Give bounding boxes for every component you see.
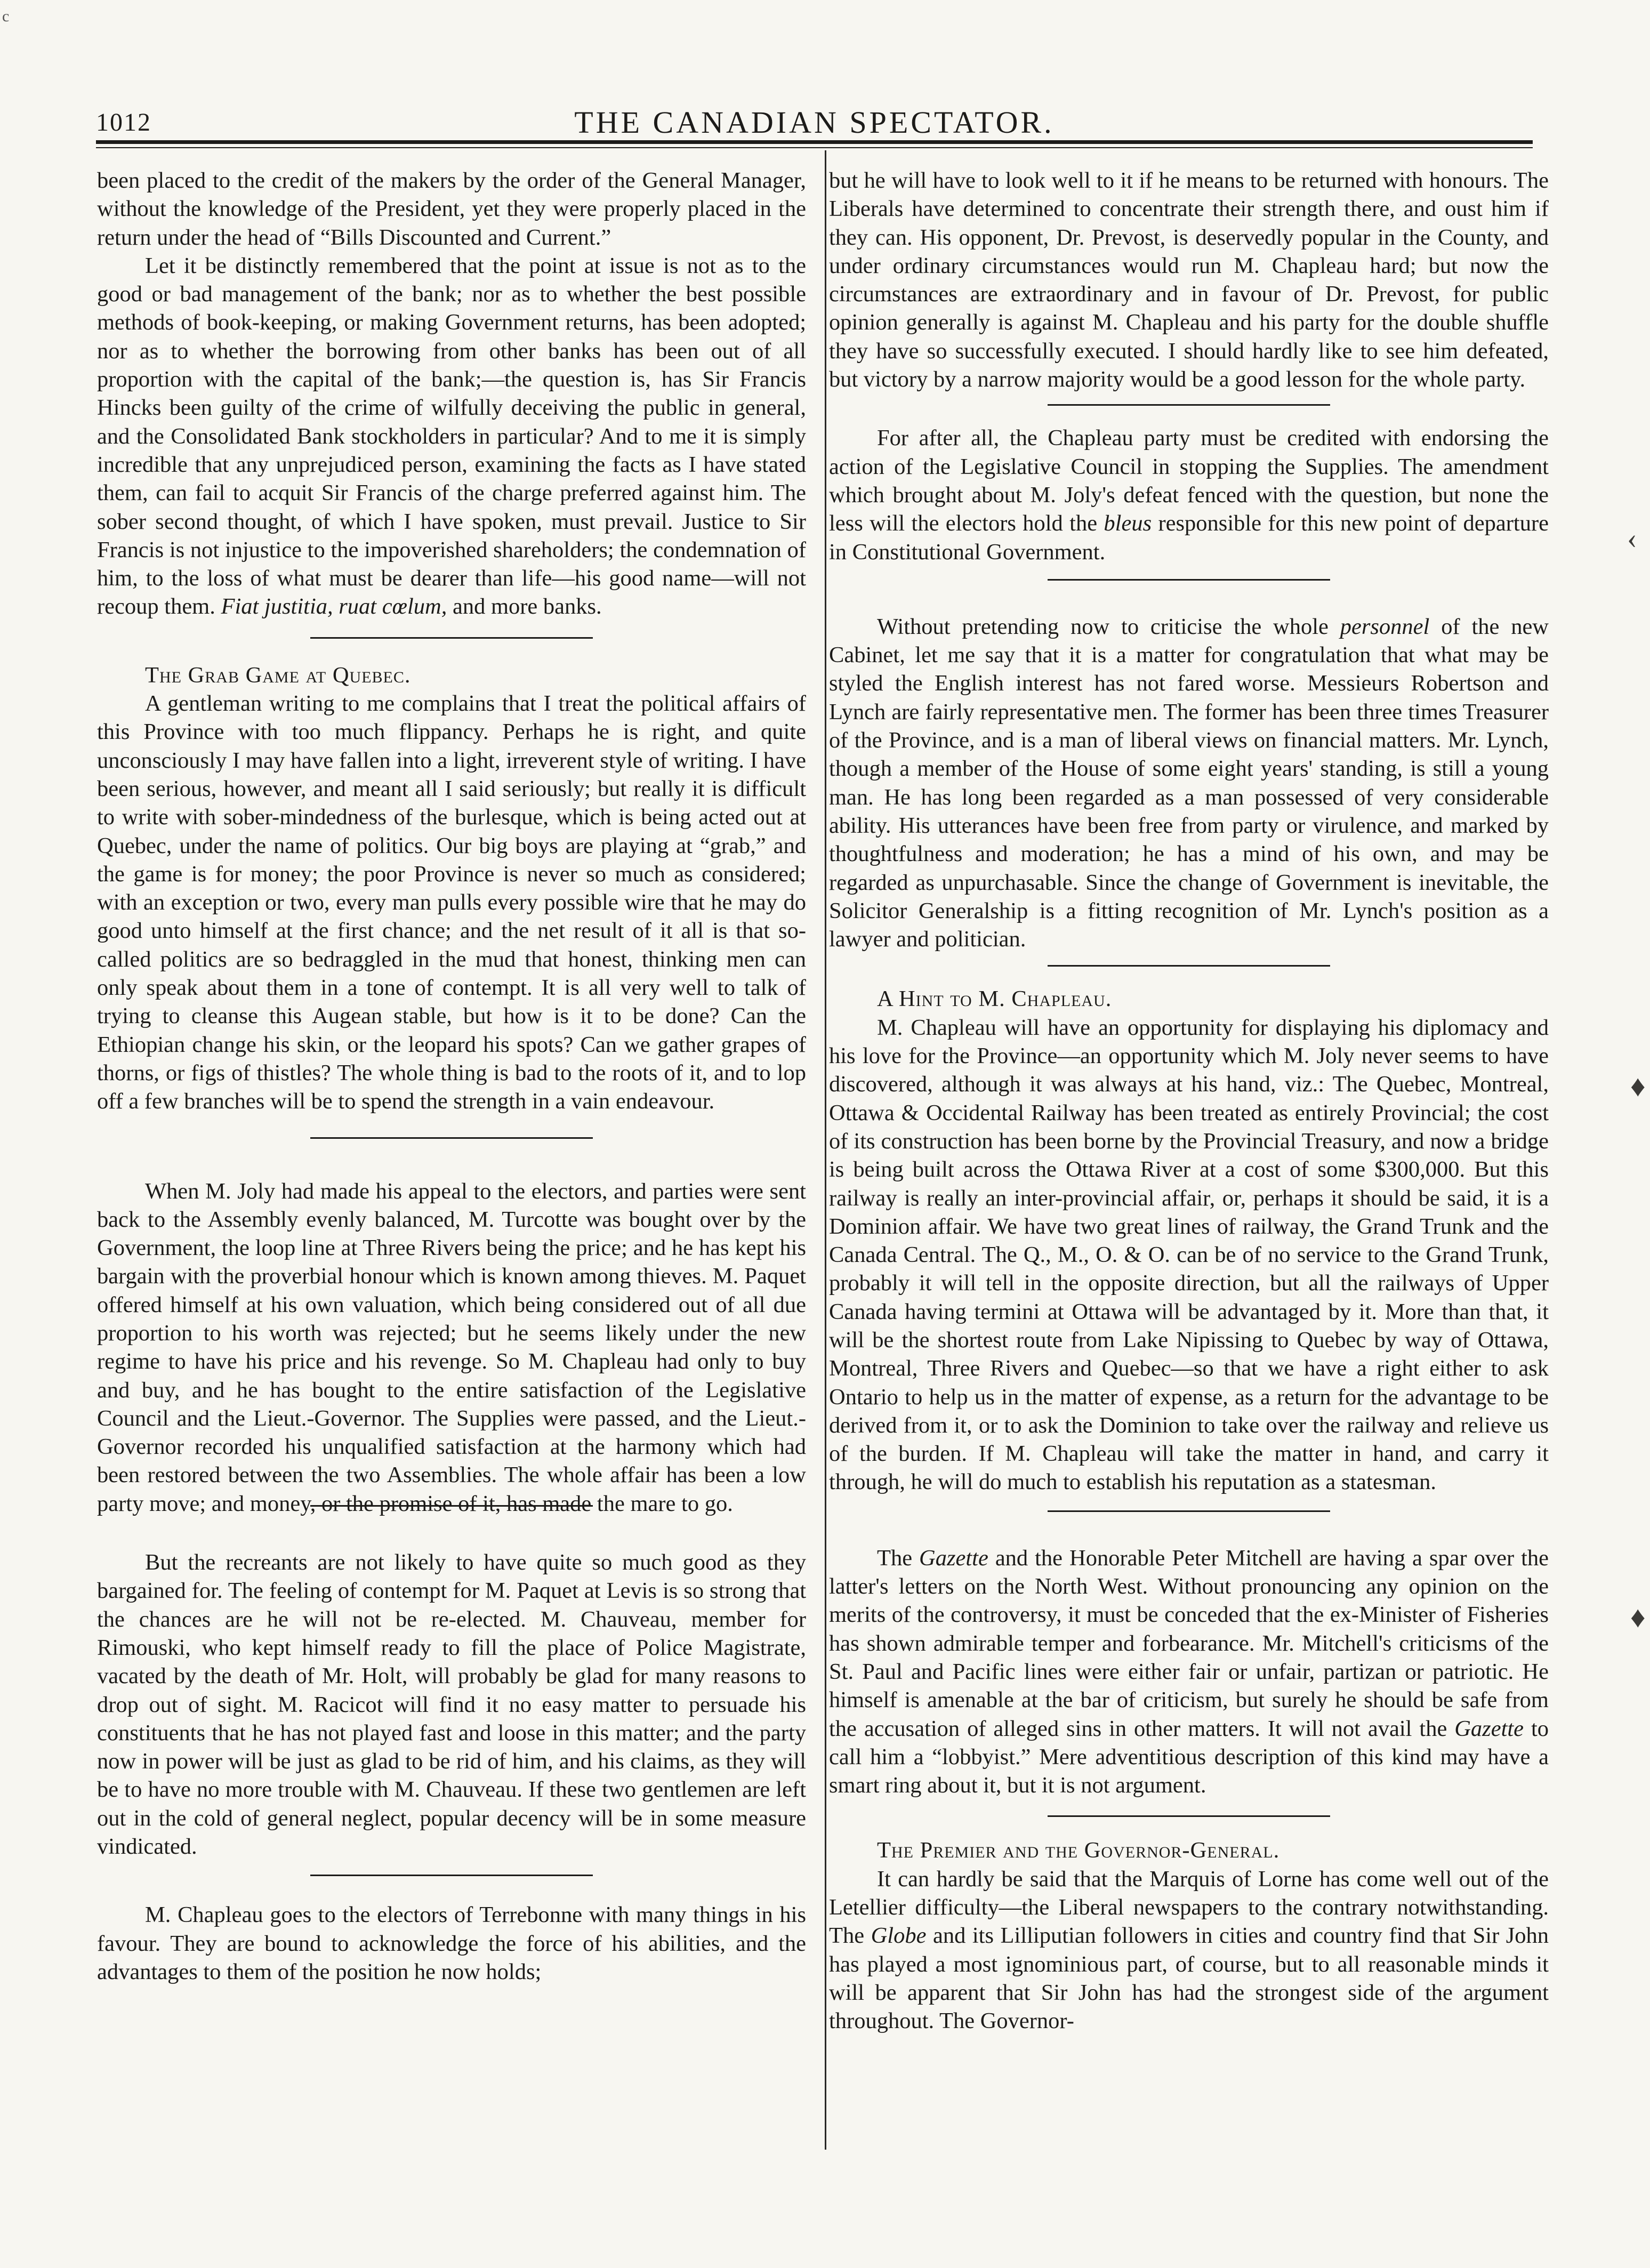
paragraph-terrebonne: M. Chapleau goes to the electors of Terrebonne with many things in his favour. They are bound to acknowledge the force of his abilities, and the advantages to them of the position he now holds; <box>97 1902 806 1984</box>
paragraph-premier-tail: and its Lilliputian followers in cities and country find that Sir John has played a most ignominious part, of course, but to all reasonable minds it will be apparent that Sir John has had the strongest side of the argument throughout. The Governor- <box>829 1923 1549 2034</box>
right-column <box>829 166 1549 2150</box>
term-gazette: Gazette <box>919 1545 988 1571</box>
paragraph-after-all <box>829 424 1549 566</box>
section-rule <box>310 1137 593 1139</box>
latin-phrase: Fiat justitia, ruat cœlum, <box>221 594 447 620</box>
header-rule-thick <box>96 140 1533 144</box>
column-divider <box>825 150 826 2150</box>
header-rule-thin <box>96 147 1533 148</box>
paragraph-cabinet <box>829 613 1549 954</box>
paragraph-hincks-tail: and more banks. <box>452 594 602 620</box>
term-personnel: personnel <box>1340 614 1430 639</box>
section-rule <box>310 637 593 639</box>
paragraph-gazette-tail: to call him a “lobbyist.” Mere adventitious description of this kind may have a smart ring about it, but it is not argument. <box>829 1716 1549 1798</box>
paragraph-hincks-text: Let it be distinctly remembered that the point at issue is not as to the good or bad management of the bank; nor as to whether the best possible methods of book-keeping, or making Government returns, has been adopted; nor as to whether the borrowing from other banks has been out of all proportion with the capital of the bank;—the question is, has Sir Francis Hincks been guilty of the crime of wilfully deceiving the public in general, and the Consolidated Bank stockholders in particular? And to me it is simply incredible that any unprejudiced person, examining the facts as I have stated them, can fail to acquit Sir Francis of the charge preferred against him. The sober second thought, of which I have spoken, must prevail. Justice to Sir Francis is not injustice to the impoverished shareholders; the condemnation of him, to the loss of what must be dearer than life—his good name—will not recoup them. <box>97 253 806 620</box>
page-number: 1012 <box>96 108 151 136</box>
paragraph-continuation-right: but he will have to look well to it if he means to be returned with honours. The Liberals have determined to concentrate their strength there, and oust him if they can. His opponent, Dr. Prevost, is deservedly popular in the County, and under ordinary circumstances would run M. Chapleau hard; but now the circumstances are extraordinary and in favour of Dr. Prevost, for public opinion generally is against M. Chapleau and his party for the double shuffle they have so successfully executed. I should hardly like to see him defeated, but victory by a narrow majority would be a good lesson for the whole party. <box>829 168 1549 392</box>
term-globe: Globe <box>871 1923 927 1949</box>
section-rule <box>1048 1510 1330 1512</box>
paragraph-after-all-tail: responsible for this new point of departure in Constitutional Government. <box>829 511 1549 565</box>
paragraph-premier <box>829 1865 1549 2036</box>
paragraph-premier-lead: It can hardly be said that the Marquis of Lorne has come well out of the Letellier difficulty—the Liberal newspapers to the contrary notwithstanding. The <box>829 1866 1549 1949</box>
margin-tack-icon: ‹ <box>1627 522 1637 555</box>
section-title-premier: The Premier and the Governor-General. <box>877 1838 1280 1863</box>
section-rule <box>1048 1815 1330 1817</box>
paragraph-gazette-mid: and the Honorable Peter Mitchell are having a spar over the latter's letters on the North West. Without pronouncing any opinion on the merits of the controversy, it must be conceded that the ex-Minister of Fisheries has shown admirable temper and forbearance. Mr. Mitchell's criticisms of the St. Paul and Pacific lines were either fair or unfair, partizan or patriotic. He himself is amenable at the bar of criticism, but surely he should be safe from the accusation of alleged sins in other matters. It will not avail the <box>829 1545 1549 1741</box>
paragraph-cabinet-rest: of the new Cabinet, let me say that it is a matter for congratulation that what may be styled the English interest has not fared worse. Messieurs Robertson and Lynch are fairly representative men. The former has been three times Treasurer of the Province, and is a man of liberal views on financial matters. Mr. Lynch, though a member of the House of some eight years' standing, is still a young man. He has long been regarded as a man possessed of very considerable ability. His utterances have been free from party or virulence, and marked by thoughtfulness and moderation; he has a mind of his own, and may be regarded as unpurchasable. Since the change of Government is inevitable, the Solicitor Generalship is a fitting recognition of Mr. Lynch's position as a lawyer and politician. <box>829 614 1549 952</box>
section-title-grab-game: The Grab Game at Quebec. <box>145 662 411 688</box>
section-rule <box>1048 404 1330 406</box>
paragraph-gazette <box>829 1544 1549 1800</box>
paragraph-recreants: But the recreants are not likely to have quite so much good as they bargained for. The feeling of contempt for M. Paquet at Levis is so strong that the chances are he will not be re-elected. M. Chauveau, member for Rimouski, who kept himself ready to fill the place of Police Magistrate, vacated by the death of Mr. Holt, will probably be glad for many reasons to drop out of sight. M. Racicot will find it no easy matter to persuade his constituents that he has not played fast and loose in this matter; and the party now in power will be just as glad to be rid of him, and his claims, as they will be to have no more trouble with M. Chauveau. If these two gentlemen are left out in the cold of general neglect, popular decency will be in some measure vindicated. <box>97 1550 806 1860</box>
masthead-title: THE CANADIAN SPECTATOR. <box>574 105 1055 140</box>
section-rule <box>1048 579 1330 581</box>
running-head <box>96 104 1533 142</box>
paragraph-continuation: been placed to the credit of the makers by the order of the General Manager, without the knowledge of the President, yet they were properly placed in the return under the head of “Bills Discounted and Current.” <box>97 168 806 250</box>
section-rule <box>310 1875 593 1876</box>
paragraph-cabinet-lead: Without pretending now to criticise the whole <box>877 614 1329 639</box>
paragraph-joly: When M. Joly had made his appeal to the electors, and parties were sent back to the Assembly evenly balanced, M. Turcotte was bought over by the Government, the loop line at Three Rivers being the price; and he has kept his bargain with the proverbial honour which is known among thieves. M. Paquet offered himself at his own valuation, which being considered out of all due proportion to his worth was rejected; but he seems likely under the new regime to have his price and his revenge. So M. Chapleau had only to buy and buy, and he has bought to the entire satisfaction of the Legislative Council and the Lieut.-Governor. The Supplies were passed, and the Lieut.-Governor recorded his unqualified satisfaction at the harmony which had been restored between the two Assemblies. The whole affair has been a low party move; and money, or the promise of it, has made the mare to go. <box>97 1178 806 1516</box>
section-rule <box>1048 965 1330 967</box>
term-gazette-2: Gazette <box>1454 1716 1524 1741</box>
term-bleus: bleus <box>1104 511 1152 536</box>
paragraph-hincks <box>97 252 806 621</box>
corner-mark-icon: c <box>2 7 10 25</box>
margin-tack-icon: ♦ <box>1630 1070 1646 1103</box>
paragraph-after-all-text: For after all, the Chapleau party must be credited with endorsing the action of the Legislative Council in stopping the Supplies. The amendment which brought about M. Joly's defeat fenced with the question, but none the less will the electors hold the <box>829 425 1549 536</box>
left-column <box>97 166 806 2150</box>
section-title-hint: A Hint to M. Chapleau. <box>877 986 1112 1012</box>
paragraph-grab-game: A gentleman writing to me complains that I treat the political affairs of this Province with too much flippancy. Perhaps he is right, and quite unconsciously I may have fallen into a light, irreverent style of writing. I have been serious, however, and meant all I said seriously; but really it is difficult to write with sober-mindedness of the burlesque, which is being acted out at Quebec, under the name of politics. Our big boys are playing at “grab,” and the game is for money; the poor Province is never so much as considered; with an exception or two, every man pulls every possible wire that he may do good unto himself at the first chance; and the net result of it all is that so-called politics are so bedraggled in the mud that honest, thinking men can only speak about them in a tone of contempt. It is all very well to talk of trying to cleanse this Augean stable, but how is it to be done? Can the Ethiopian change his skin, or the leopard his spots? Can we gather grapes of thorns, or figs of thistles? The whole thing is bad to the roots of it, and to lop off a few branches will be to spend the strength in a vain endeavour. <box>97 691 806 1114</box>
margin-tack-icon: ♦ <box>1630 1601 1646 1634</box>
paragraph-gazette-lead: The <box>877 1545 913 1571</box>
paragraph-hint: M. Chapleau will have an opportunity for displaying his diplomacy and his love for the Province—an opportunity which M. Joly never seems to have discovered, although it was always at his hand, viz.: The Quebec, Montreal, Ottawa & Occidental Railway has been treated as entirely Provincial; the cost of its construction has been borne by the Provincial Treasury, and now a bridge is being built across the Ottawa River at a cost of some $300,000. But this railway is really an inter-provincial affair, or, perhaps it should be said, it is a Dominion affair. We have two great lines of railway, the Grand Trunk and the Canada Central. The Q., M., O. & O. can be of no service to the Grand Trunk, probably it will tell in the opposite direction, but all the railways of Upper Canada having termini at Ottawa will be advantaged by it. More than that, it will be the shortest route from Lake Nipissing to Quebec by way of Ottawa, Montreal, Three Rivers and Quebec—so that we have a right either to ask Ontario to help us in the matter of expense, as a return for the advantage to be derived from it, or to ask the Dominion to take over the railway and relieve us of the burden. If M. Chapleau will take the matter in hand, and carry it through, he will do much to establish his reputation as a statesman. <box>829 1015 1549 1495</box>
